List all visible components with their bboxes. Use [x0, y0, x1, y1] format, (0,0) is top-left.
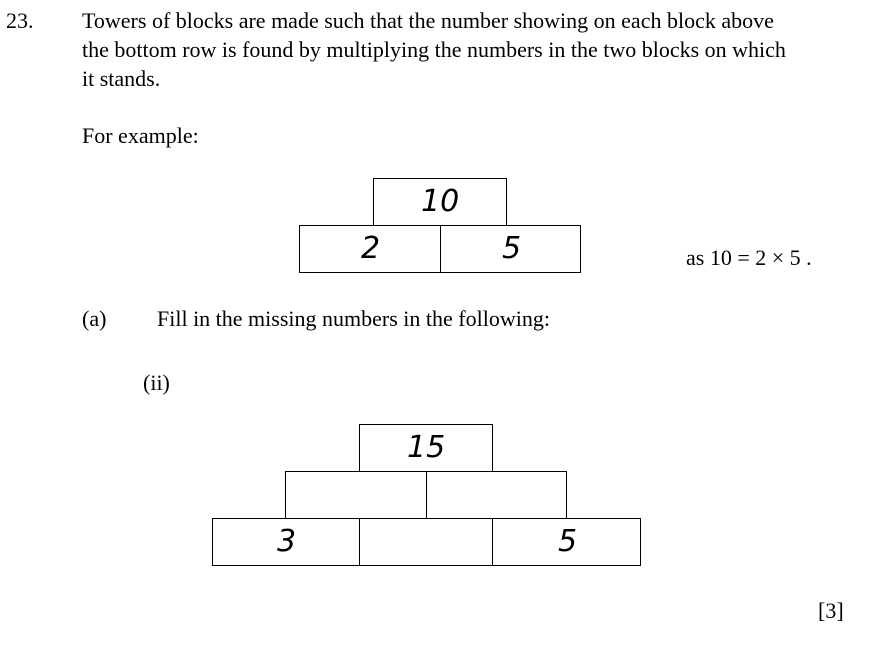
tower-middle-right-block[interactable]	[426, 471, 567, 519]
question-text-line-3: it stands.	[82, 66, 161, 91]
example-note: as 10 = 2 × 5 .	[686, 245, 812, 270]
part-a-instruction: Fill in the missing numbers in the following:	[157, 306, 550, 331]
question-number: 23.	[6, 8, 34, 33]
question-text	[82, 6, 874, 93]
example-top-number: 10	[421, 184, 460, 219]
example-label: For example:	[82, 123, 199, 148]
marks-label: [3]	[818, 598, 844, 623]
part-a-label: (a)	[82, 306, 107, 331]
question-text-line-1: Towers of blocks are made such that the number showing on each block above	[82, 8, 774, 33]
tower-bottom-middle-block[interactable]	[359, 518, 493, 566]
example-bottom-right-number: 5	[502, 231, 522, 266]
tower-top-number: 15	[407, 430, 446, 465]
tower-bottom-left-number: 3	[277, 524, 297, 559]
tower-bottom-right-number: 5	[558, 524, 578, 559]
example-bottom-left-number: 2	[361, 231, 381, 266]
tower-middle-left-block[interactable]	[285, 471, 427, 519]
question-text-line-2: the bottom row is found by multiplying the numbers in the two blocks on which	[82, 37, 786, 62]
part-ii-label: (ii)	[143, 370, 170, 395]
